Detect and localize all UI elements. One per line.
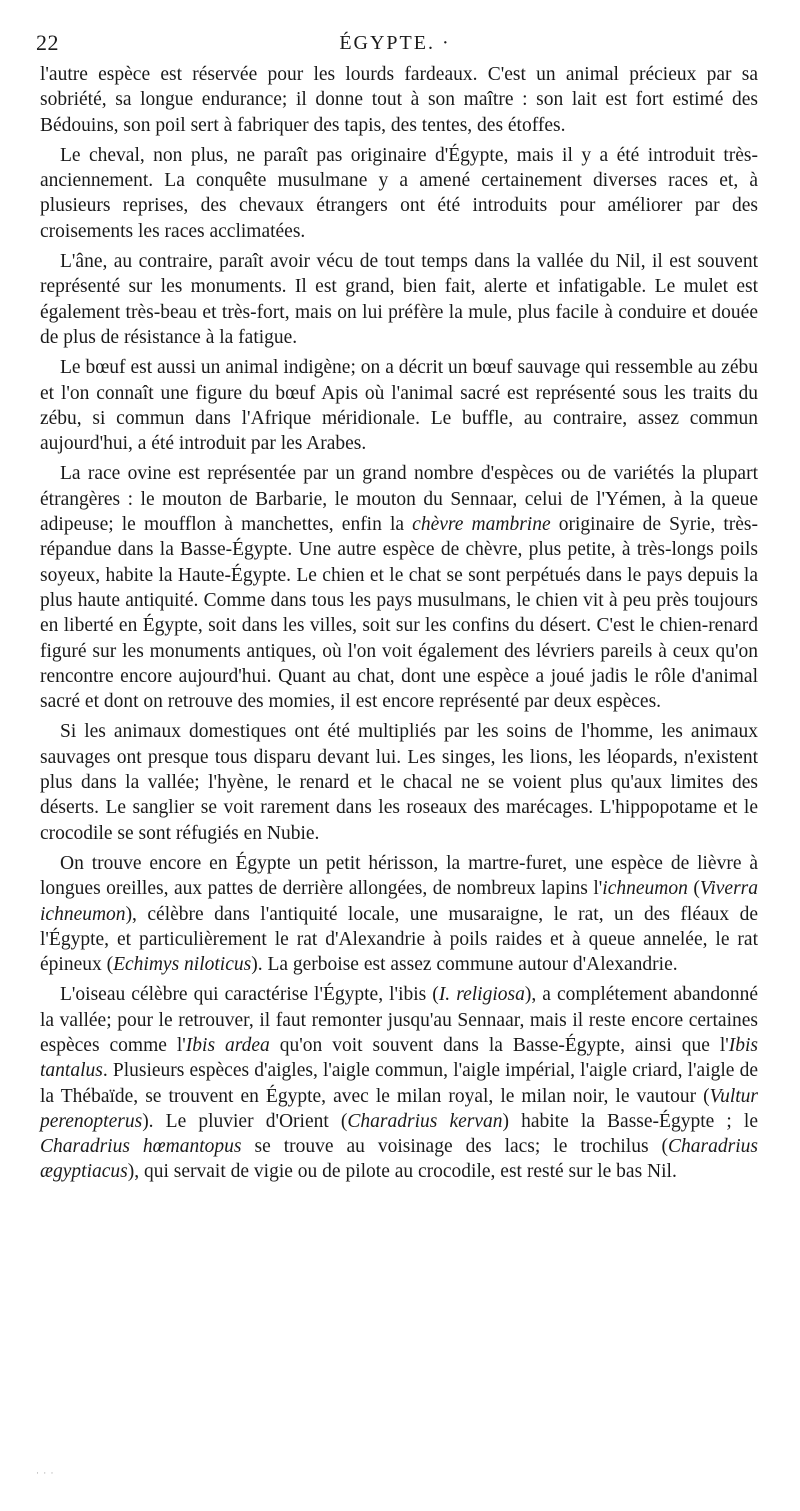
italic-term: Charadrius ægyptiacus [40,1136,758,1183]
italic-term: Ibis tantalus [40,1034,758,1082]
text-run: ), qui servait de vigie ou de pilote au crocodile, est resté sur le bas Nil. [127,1161,677,1183]
body-text [40,62,758,1185]
italic-term: Ibis ardea [185,1034,270,1056]
text-run: Si les animaux domestiques ont été multipliés par les soins de l'homme, les animaux sauvages ont presque tous disparu devant lui. Les singes, les lions, les léopards, n'existent plus dans la vallée; l'hyène, le renard et le chacal ne se voient plus qu'aux limites des déserts. Le sanglier se voit rarement dans les roseaux des marécages. L'hippopotame et le crocodile se sont réfugiés en Nubie. [40,721,758,844]
text-run: ). La gerboise est assez commune autour d'Alexandrie. [251,954,678,976]
italic-term: ichneumon [602,878,688,900]
scan-footer-mark: · · · [36,1468,55,1478]
text-run: . Plusieurs espèces d'aigles, l'aigle commun, l'aigle impérial, l'aigle criard, l'aigle de la Thébaïde, se trouvent en Égypte, avec le milan royal, le milan noir, le vautour ( [40,1060,758,1107]
text-run: ) habite la Basse-Égypte ; le [502,1110,758,1132]
italic-term: Charadrius hœmantopus [40,1136,242,1158]
paragraph-p1 [40,62,758,138]
italic-term: Charadrius kervan [347,1110,503,1132]
italic-term: Viverra ichneumon [40,878,758,925]
text-run: originaire de Syrie, très-répandue dans la Basse-Égypte. Une autre espèce de chèvre, plus petite, à très-longs poils soyeux, habite la Haute-Égypte. Le chien et le chat se sont perpétués dans le pays depuis la plus haute antiquité. Comme dans tous les pays musulmans, le chien vit à peu près toujours en liberté en Égypte, soit dans les villes, soit sur les confins du désert. C'est le chien-renard figuré sur les monuments antiques, où l'on voit également des lévriers pareils à ceux qu'on rencontre encore aujourd'hui. Quant au chat, dont une espèce a joué jadis le rôle d'animal sacré et dont on retrouve des momies, il est encore représenté par deux espèces. [40,514,758,713]
italic-term: I. religiosa [438,984,525,1006]
paragraph-p7 [40,851,758,977]
paragraph-p8 [40,982,758,1184]
text-run: Le bœuf est aussi un animal indigène; on a décrit un bœuf sauvage qui ressemble au zébu et l'on connaît une figure du bœuf Apis où l'animal sacré est représenté sous les traits du zébu, si commun dans l'Afrique méridionale. Le buffle, au contraire, assez commun aujourd'hui, a été introduit par les Arabes. [40,357,758,455]
text-run: ( [687,878,700,900]
italic-term: Echimys niloticus [113,954,252,976]
text-run: L'âne, au contraire, paraît avoir vécu de tout temps dans la vallée du Nil, il est souvent représenté sur les monuments. Il est grand, bien fait, alerte et infatigable. Le mulet est également très-beau et très-fort, mais on lui préfère la mule, plus facile à conduire et douée de plus de résistance à la fatigue. [40,251,758,348]
text-run: La race ovine est représentée par un grand nombre d'espèces ou de variétés la plupart étrangères : le mouton de Barbarie, le mouton du Sennaar, celui de l'Yémen, à la queue adipeuse; le moufflon à manchettes, enfin la [40,463,758,536]
page-number: 22 [36,30,59,55]
paragraph-p3 [40,249,758,350]
text-run: se trouve au voisinage des lacs; le trochilus ( [241,1136,669,1158]
text-run: ), a complétement abandonné la vallée; pour le retrouver, il faut remonter jusqu'au Sennaar, mais il reste encore certaines espèces comme l' [40,984,758,1056]
italic-term: Vultur perenopterus [40,1085,758,1132]
paragraph-p4 [40,355,758,456]
text-run: L'oiseau célèbre qui caractérise l'Égypte, l'ibis ( [60,984,439,1006]
paragraph-p2 [40,143,758,244]
text-run: On trouve encore en Égypte un petit hérisson, la martre-furet, une espèce de lièvre à longues oreilles, aux pattes de derrière allongées, de nombreux lapins l' [40,852,758,900]
italic-term: chèvre mambrine [412,514,551,536]
text-run: ). Le pluvier d'Orient ( [142,1110,348,1132]
text-run: ), célèbre dans l'antiquité locale, une musaraigne, le rat, un des fléaux de l'Égypte, et particulièrement le rat d'Alexandrie à poils raides et à queue annelée, le rat épineux ( [40,903,758,976]
text-run: l'autre espèce est réservée pour les lourds fardeaux. C'est un animal précieux par sa sobriété, sa longue endurance; il donne tout à son maître : son lait est fort estimé des Bédouins, son poil sert à fabriquer des tapis, des tentes, des étoffes. [40,64,758,136]
text-run: Le cheval, non plus, ne paraît pas originaire d'Égypte, mais il y a été introduit très-anciennement. La conquête musulmane y a amené certainement diverses races et, à plusieurs reprises, des chevaux étrangers ont été introduits pour améliorer par des croisements les races acclimatées. [40,144,758,242]
text-run: qu'on voit souvent dans la Basse-Égypte, ainsi que l' [269,1034,729,1056]
page-title: ÉGYPTE. · [339,32,451,54]
paragraph-p5 [40,461,758,714]
running-head [36,28,754,58]
paragraph-p6 [40,719,758,845]
